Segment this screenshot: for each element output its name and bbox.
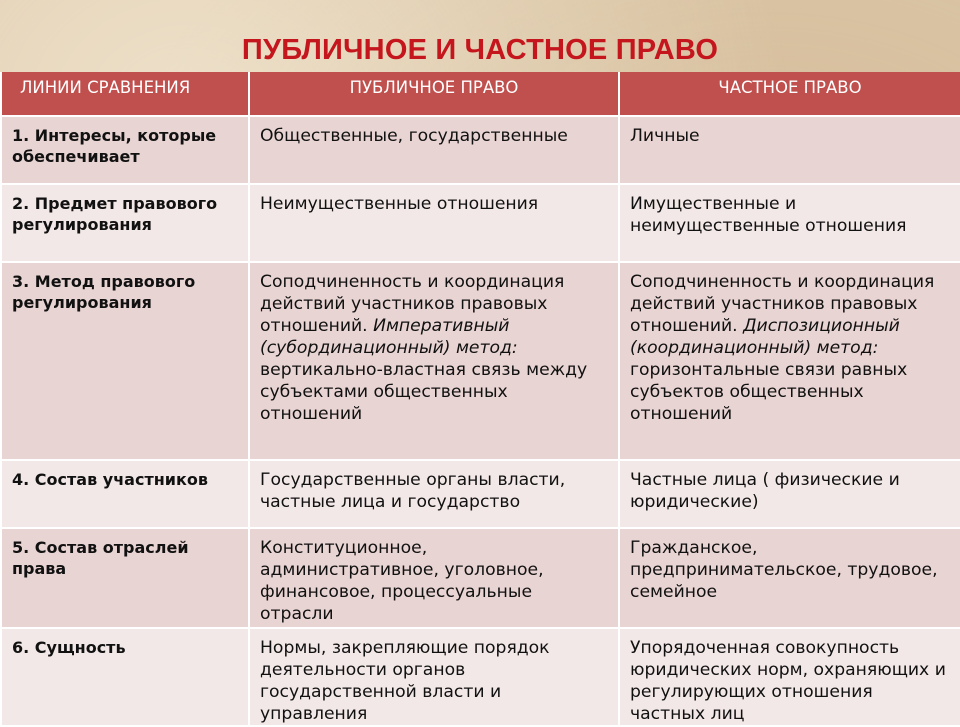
public-method-emphasis: Императивный (субординационный) метод: <box>260 316 518 358</box>
slide-title: ПУБЛИЧНОЕ И ЧАСТНОЕ ПРАВО <box>241 34 719 66</box>
row-private-value: Имущественные и неимущественные отношения <box>619 184 960 262</box>
table-header-row <box>1 72 960 116</box>
row-criterion: 5. Состав отраслей права <box>1 528 249 628</box>
row-public-value: Общественные, государственные <box>249 116 619 184</box>
row-public-value <box>249 262 619 460</box>
row-public-value: Нормы, закрепляющие порядок деятельности органов государственной власти и управления <box>249 628 619 726</box>
table-row <box>1 460 960 528</box>
row-public-value: Неимущественные отношения <box>249 184 619 262</box>
table-row <box>1 628 960 726</box>
table-row <box>1 116 960 184</box>
table-row <box>1 262 960 460</box>
table-row <box>1 184 960 262</box>
header-private-law: ЧАСТНОЕ ПРАВО <box>619 72 960 116</box>
row-private-value: Гражданское, предпринимательское, трудовое, семейное <box>619 528 960 628</box>
row-criterion: 3. Метод правового регулирования <box>1 262 249 460</box>
row-private-value: Личные <box>619 116 960 184</box>
row-public-value: Государственные органы власти, частные лица и государство <box>249 460 619 528</box>
row-criterion: 2. Предмет правового регулирования <box>1 184 249 262</box>
private-method-emphasis: Диспозиционный (координационный) метод: <box>630 316 900 358</box>
row-private-value: Частные лица ( физические и юридические) <box>619 460 960 528</box>
private-method-description: горизонтальные связи равных субъектов общественных отношений <box>630 360 908 424</box>
private-method-text: Соподчиненность и координация действий участников правовых отношений. <box>630 272 935 336</box>
row-private-value <box>619 262 960 460</box>
row-criterion: 4. Состав участников <box>1 460 249 528</box>
row-private-value: Упорядоченная совокупность юридических норм, охраняющих и регулирующих отношения частных лиц <box>619 628 960 726</box>
row-criterion: 6. Сущность <box>1 628 249 726</box>
row-public-value: Конституционное, административное, уголовное, финансовое, процессуальные отрасли <box>249 528 619 628</box>
public-method-description: вертикально-властная связь между субъектами общественных отношений <box>260 360 588 424</box>
row-criterion: 1. Интересы, которые обеспечивает <box>1 116 249 184</box>
comparison-table <box>0 72 960 727</box>
header-criteria: ЛИНИИ СРАВНЕНИЯ <box>1 72 249 116</box>
public-method-text: Соподчиненность и координация действий участников правовых отношений. <box>260 272 565 336</box>
table-row <box>1 528 960 628</box>
header-public-law: ПУБЛИЧНОЕ ПРАВО <box>249 72 619 116</box>
